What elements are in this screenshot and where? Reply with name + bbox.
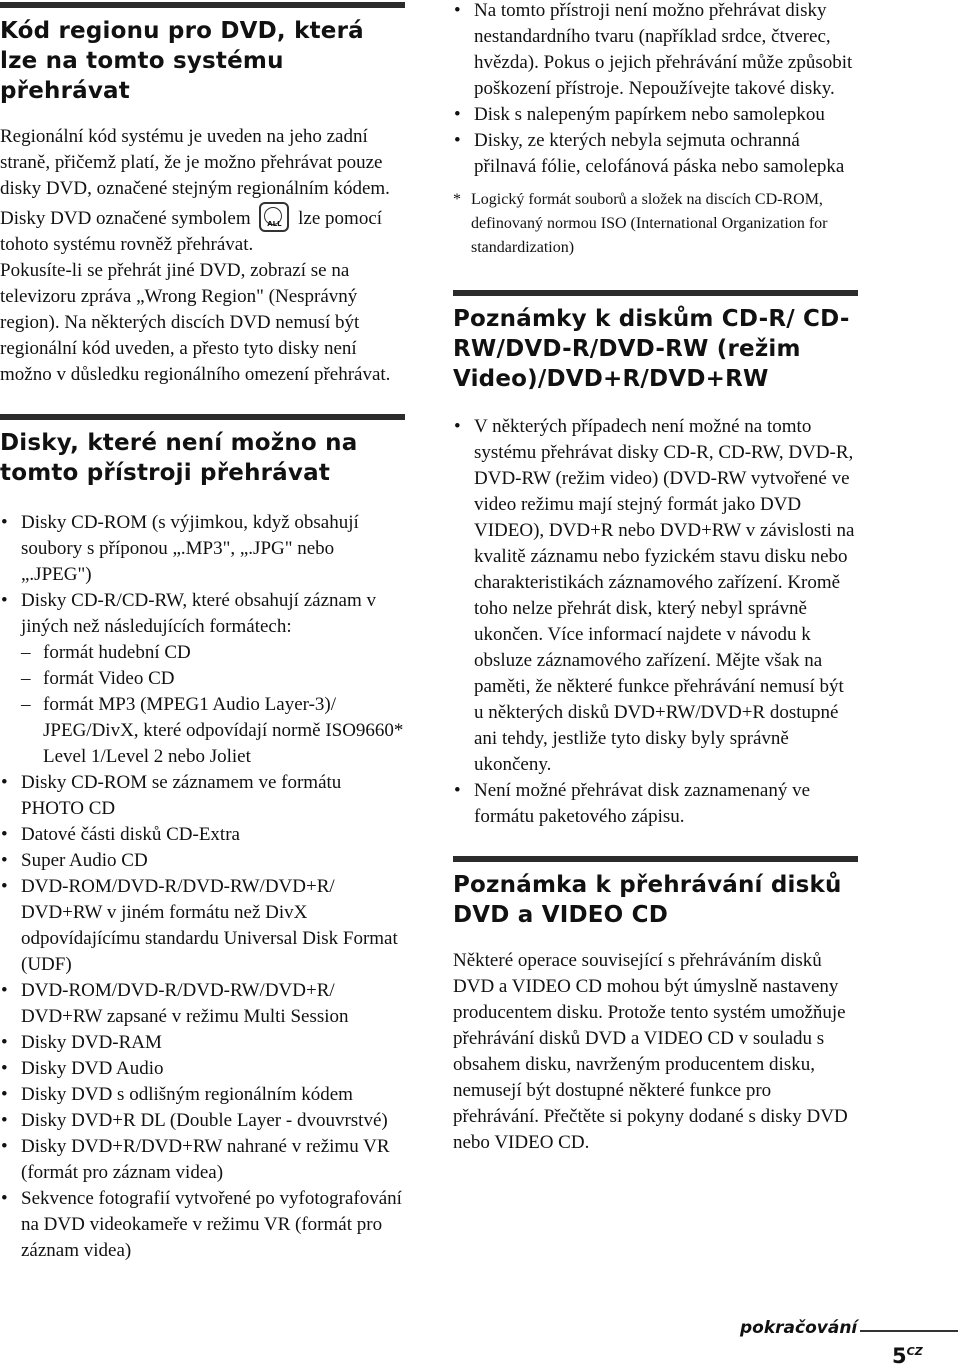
unplayable-discs-list (0, 510, 405, 640)
region-code-paragraph-3: Pokusíte-li se přehrát jiné DVD, zobrazí se na televizoru zpráva „Wrong Region" (Nesprávný region). Na některých discích DVD nemusí být regionální kód uveden, a přesto tyto disky není možno v důsledku regionálního omezení přehrávat. (0, 260, 391, 385)
unplayable-discs-list-continued (0, 770, 405, 1264)
region-code-paragraph-2 (0, 202, 405, 258)
list-item: • Na tomto přístroji není možno přehrávat disky nestandardního tvaru (například srdce, čtverec, hvězda). Pokus o jejich přehrávání může způsobit poškození přístroje. Nepoužívejte takové disky. (454, 0, 853, 99)
section-rule (0, 2, 405, 8)
list-item: • Disky DVD+R/DVD+RW nahrané v režimu VR (formát pro záznam videa) (1, 1136, 390, 1183)
unplayable-formats-sublist (0, 640, 405, 770)
list-item: • Disky CD-ROM (s výjimkou, když obsahují soubory s příponou „.MP3", „.JPG" nebo „.JPEG") (1, 512, 359, 585)
region-code-paragraph-2-end: lze pomocí tohoto systému rovněž přehrávat. (0, 208, 383, 255)
iso-footnote (453, 188, 858, 260)
section-rule (0, 414, 405, 420)
continued-line (860, 1330, 958, 1332)
section-rule (453, 856, 858, 862)
list-item: • Disk s nalepeným papírkem nebo samolepkou (454, 104, 825, 125)
list-item: • Není možné přehrávat disk zaznamenaný ve formátu paketového zápisu. (454, 780, 811, 827)
list-item: • Disky DVD s odlišným regionálním kódem (1, 1084, 353, 1105)
list-item: • Disky DVD-RAM (1, 1032, 162, 1053)
list-item: • DVD-ROM/DVD-R/DVD-RW/DVD+R/ DVD+RW zapsané v režimu Multi Session (1, 980, 349, 1027)
list-item: • Disky DVD Audio (1, 1058, 164, 1079)
list-item: • Super Audio CD (1, 850, 148, 871)
footnote-text: Logický formát souborů a složek na discích CD-ROM, definovaný normou ISO (International Organization for standardization) (471, 191, 828, 256)
list-item: • Disky CD-ROM se záznamem ve formátu PHOTO CD (1, 772, 342, 819)
right-column (453, 0, 858, 1156)
left-column (0, 0, 405, 1264)
list-item: • Disky CD-R/CD-RW, které obsahují záznam v jiných než následujících formátech: (1, 590, 376, 637)
list-item: • Sekvence fotografií vytvořené po vyfotografování na DVD videokameře v režimu VR (formát pro záznam videa) (1, 1188, 402, 1261)
section-rule (453, 290, 858, 296)
list-item: • DVD-ROM/DVD-R/DVD-RW/DVD+R/ DVD+RW v jiném formátu než DivX odpovídajícímu standardu Universal Disk Format (UDF) (1, 876, 398, 975)
cdr-notes-heading: Poznámky k diskům CD-R/ CD-RW/DVD-R/DVD-RW (režim Video)/DVD+R/DVD+RW (453, 306, 850, 392)
continued-label: pokračování (740, 1318, 858, 1338)
list-item: – formát hudební CD (21, 642, 191, 663)
region-code-paragraph-2-start: Disky DVD označené symbolem (0, 208, 251, 229)
list-item: • Disky, ze kterých nebyla sejmuta ochranná přilnavá fólie, celofánová páska nebo samolepka (454, 130, 845, 177)
unplayable-discs-list-cont (453, 0, 858, 180)
list-item: – formát Video CD (21, 668, 175, 689)
list-item: • Datové části disků CD-Extra (1, 824, 240, 845)
page-language-suffix: CZ (906, 1345, 923, 1358)
region-code-heading: Kód regionu pro DVD, která lze na tomto systému přehrávat (0, 18, 364, 104)
list-item: • Disky DVD+R DL (Double Layer - dvouvrstvé) (1, 1110, 388, 1131)
continued-marker (740, 1316, 958, 1344)
dvd-vcd-note-paragraph: Některé operace související s přehráváním disků DVD a VIDEO CD mohou být úmyslně nastaveny producentem disku. Protože tento systém umožňuje přehrávání disků DVD a VIDEO CD v souladu s obsahem disku, navrženým producentem disku, nemusejí být dostupné některé funkce pro přehrávání. Přečtěte si pokyny dodané s disky DVD nebo VIDEO CD. (453, 950, 848, 1153)
unplayable-discs-heading: Disky, které není možno na tomto přístroji přehrávat (0, 430, 358, 486)
region-code-paragraph-1: Regionální kód systému je uveden na jeho zadní straně, přičemž platí, že je možno přehrávat pouze disky DVD, označené stejným regionálním kódem. (0, 126, 390, 199)
list-item: – formát MP3 (MPEG1 Audio Layer-3)/ JPEG/DivX, které odpovídají normě ISO9660* Level 1/Level 2 nebo Joliet (21, 694, 404, 767)
cdr-notes-list (453, 414, 858, 830)
footnote-mark: * (453, 191, 461, 208)
dvd-vcd-note-heading: Poznámka k přehrávání disků DVD a VIDEO CD (453, 872, 842, 928)
list-item: • V některých případech není možné na tomto systému přehrávat disky CD-R, CD-RW, DVD-R, DVD-RW (režim video) (DVD-RW vytvořené ve video režimu mají stejný formát jako DVD VIDEO), DVD+R nebo DVD+RW v závislosti na kvalitě záznamu nebo fyzickém stavu disku nebo charakteristikách záznamového zařízení. Kromě toho nelze přehrát disk, který nebyl správně ukončen. Více informací najdete v návodu k obsluze záznamového zařízení. Mějte však na paměti, že některé funkce přehrávání nemusí být u některých disků DVD+RW/DVD+R dostupné ani tehdy, jestliže tyto disky byly správně ukončeny. (454, 416, 855, 775)
page-number: $5^{CZ}$ (892, 1344, 923, 1368)
region-all-icon: ALL (259, 202, 289, 232)
